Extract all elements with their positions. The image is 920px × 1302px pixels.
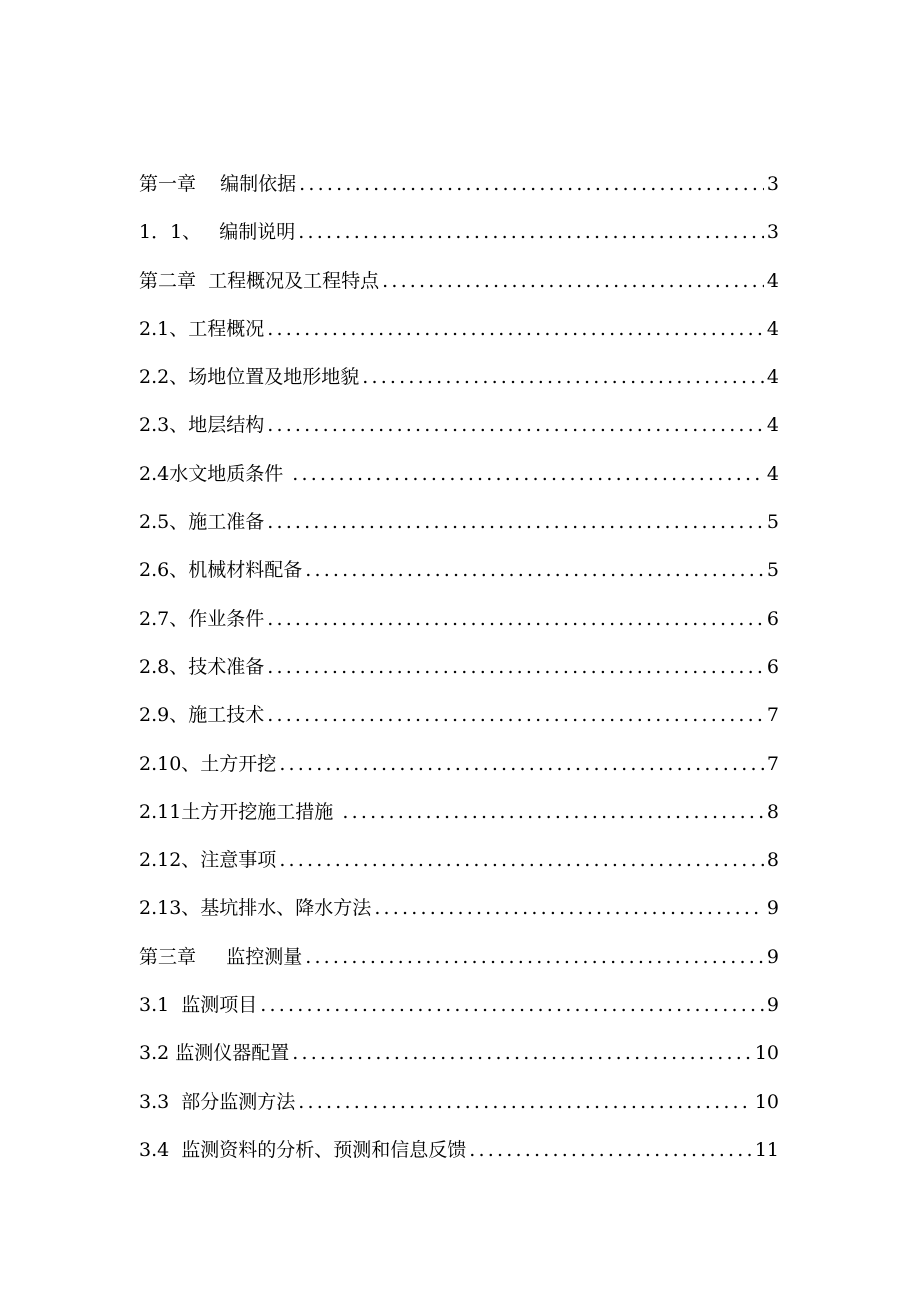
toc-entry[interactable] (139, 595, 779, 643)
toc-dot-leader (279, 740, 764, 788)
toc-entry[interactable] (139, 691, 779, 739)
toc-entry-title: 2.7、作业条件 (139, 607, 265, 630)
toc-entry[interactable] (139, 160, 779, 208)
toc-dot-leader (374, 884, 764, 932)
toc-dot-leader (267, 305, 764, 353)
toc-page-number: 11 (754, 1138, 779, 1161)
toc-page-number: 4 (766, 269, 779, 292)
toc-entry[interactable] (139, 208, 779, 256)
toc-page-number: 7 (766, 752, 779, 775)
toc-entry[interactable] (139, 1078, 779, 1126)
toc-page-number: 9 (766, 945, 779, 968)
toc-entry[interactable] (139, 1126, 779, 1174)
toc-dot-leader (305, 546, 764, 594)
toc-page-number: 5 (766, 559, 779, 582)
toc-dot-leader (342, 788, 764, 836)
toc-page-number: 7 (766, 704, 779, 727)
toc-dot-leader (267, 643, 764, 691)
toc-entry-title: 第二章 工程概况及工程特点 (139, 269, 380, 292)
toc-page-number: 3 (766, 221, 779, 244)
toc-page-number: 4 (766, 414, 779, 437)
toc-dot-leader (382, 257, 764, 305)
toc-entry-title: 2.1、工程概况 (139, 317, 265, 340)
toc-entry-title: 2.9、施工技术 (139, 704, 265, 727)
toc-entry[interactable] (139, 1029, 779, 1077)
toc-entry[interactable] (139, 643, 779, 691)
toc-entry-title: 2.13、基坑排水、降水方法 (139, 897, 372, 920)
toc-entry-title: 1．1、 编制说明 (139, 221, 296, 244)
toc-entry-title: 2.5、施工准备 (139, 511, 265, 534)
toc-entry-title: 2.8、技术准备 (139, 655, 265, 678)
toc-entry-title: 3.4 监测资料的分析、预测和信息反馈 (139, 1138, 467, 1161)
toc-page-number: 4 (766, 462, 779, 485)
toc-entry-title: 2.10、土方开挖 (139, 752, 277, 775)
toc-entry[interactable] (139, 401, 779, 449)
toc-entry-title: 2.3、地层结构 (139, 414, 265, 437)
toc-entry-title: 3.2 监测仪器配置 (139, 1042, 290, 1065)
toc-dot-leader (299, 160, 764, 208)
toc-entry[interactable] (139, 257, 779, 305)
toc-entry-title: 3.1 监测项目 (139, 994, 258, 1017)
toc-entry-title: 2.6、机械材料配备 (139, 559, 303, 582)
toc-dot-leader (362, 353, 764, 401)
toc-page-number: 8 (766, 800, 779, 823)
toc-page-number: 9 (766, 994, 779, 1017)
toc-entry[interactable] (139, 450, 779, 498)
toc-entry-title: 第一章 编制依据 (139, 173, 297, 195)
toc-dot-leader (267, 691, 764, 739)
toc-page-number: 10 (754, 1090, 779, 1113)
toc-entry[interactable] (139, 933, 779, 981)
toc-page-number: 5 (766, 511, 779, 534)
toc-entry[interactable] (139, 836, 779, 884)
toc-dot-leader (267, 401, 764, 449)
toc-entry[interactable] (139, 305, 779, 353)
toc-dot-leader (298, 208, 764, 256)
toc-entry-title: 2.12、注意事项 (139, 849, 277, 872)
toc-dot-leader (292, 1029, 752, 1077)
toc-dot-leader (469, 1126, 752, 1174)
toc-dot-leader (298, 1078, 752, 1126)
toc-entry-title: 2.2、场地位置及地形地貌 (139, 366, 360, 389)
toc-entry[interactable] (139, 546, 779, 594)
toc-entry[interactable] (139, 740, 779, 788)
toc-page-number: 3 (766, 173, 779, 195)
toc-dot-leader (260, 981, 764, 1029)
toc-entry[interactable] (139, 884, 779, 932)
toc-entry[interactable] (139, 353, 779, 401)
toc-page-number: 9 (766, 897, 779, 920)
toc-page-number: 6 (766, 655, 779, 678)
toc-dot-leader (267, 595, 764, 643)
table-of-contents (139, 160, 779, 1174)
toc-page-number: 6 (766, 607, 779, 630)
toc-page-number: 4 (766, 317, 779, 340)
toc-dot-leader (267, 498, 764, 546)
toc-page-number: 4 (766, 366, 779, 389)
toc-entry-title: 2.11土方开挖施工措施 (139, 800, 340, 823)
toc-entry[interactable] (139, 788, 779, 836)
toc-page-number: 8 (766, 849, 779, 872)
toc-entry[interactable] (139, 498, 779, 546)
toc-entry-title: 3.3 部分监测方法 (139, 1090, 296, 1113)
toc-dot-leader (279, 836, 764, 884)
toc-entry-title: 第三章 监控测量 (139, 945, 303, 968)
toc-page-number: 10 (754, 1042, 779, 1065)
toc-dot-leader (292, 450, 764, 498)
toc-entry-title: 2.4水文地质条件 (139, 462, 290, 485)
toc-entry[interactable] (139, 981, 779, 1029)
toc-dot-leader (305, 933, 764, 981)
